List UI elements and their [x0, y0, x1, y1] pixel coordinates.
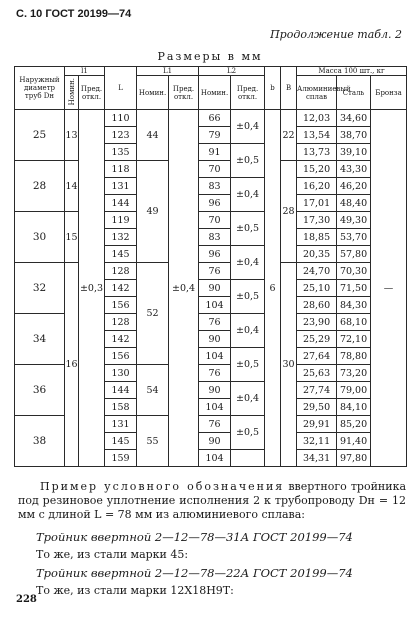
L2-deviation-cell	[231, 450, 265, 467]
L-cell: 118	[105, 161, 137, 178]
diameter-cell: 38	[15, 416, 65, 467]
alum-mass-cell: 18,85	[297, 229, 337, 246]
L1-cell: 55	[137, 416, 169, 467]
page-header: С. 10 ГОСТ 20199—74	[16, 8, 132, 20]
l1-deviation-header: Пред. откл.	[79, 76, 105, 110]
alum-mass-cell: 15,20	[297, 161, 337, 178]
steel-12x18h9t-label: То же, из стали марки 12Х18Н9Т:	[36, 584, 234, 597]
steel-mass-cell: 78,80	[337, 348, 371, 365]
L2-cell: 76	[199, 263, 231, 280]
steel-header: Сталь	[337, 76, 371, 110]
diameter-cell: 34	[15, 314, 65, 365]
alum-mass-cell: 27,64	[297, 348, 337, 365]
L-cell: 145	[105, 246, 137, 263]
alum-mass-cell: 32,11	[297, 433, 337, 450]
example-lead: Пример условного обозначения	[40, 480, 285, 493]
designation-formula-steel45: Тройник ввертной 2—12—78—22А ГОСТ 20199—74	[36, 566, 353, 580]
L2-deviation-cell: ±0,5	[231, 280, 265, 314]
L-cell: 131	[105, 416, 137, 433]
alum-mass-cell: 24,70	[297, 263, 337, 280]
B-cell: 30	[281, 263, 297, 467]
example-paragraph	[18, 480, 406, 522]
B-cell: 22	[281, 110, 297, 161]
steel-mass-cell: 53,70	[337, 229, 371, 246]
L2-cell: 104	[199, 399, 231, 416]
L1-deviation-cell: ±0,4	[169, 110, 199, 467]
L2-deviation-cell: ±0,4	[231, 178, 265, 212]
steel-mass-cell: 43,30	[337, 161, 371, 178]
steel-mass-cell: 48,40	[337, 195, 371, 212]
L1-header: L1	[137, 67, 199, 76]
steel-mass-cell: 97,80	[337, 450, 371, 467]
L2-deviation-header: Пред. откл.	[231, 76, 265, 110]
steel-mass-cell: 49,30	[337, 212, 371, 229]
diameter-cell: 28	[15, 161, 65, 212]
designation-formula-aluminium: Тройник ввертной 2—12—78—31А ГОСТ 20199—74	[36, 530, 353, 544]
steel-mass-cell: 84,30	[337, 297, 371, 314]
alum-header: Алюминиевый сплав	[297, 76, 337, 110]
L-cell: 144	[105, 382, 137, 399]
L2-deviation-cell: ±0,4	[231, 382, 265, 416]
L2-deviation-cell: ±0,4	[231, 314, 265, 348]
L2-cell: 104	[199, 450, 231, 467]
steel-mass-cell: 73,20	[337, 365, 371, 382]
L1-cell: 49	[137, 161, 169, 263]
L2-cell: 90	[199, 433, 231, 450]
L-cell: 156	[105, 297, 137, 314]
L-cell: 159	[105, 450, 137, 467]
alum-mass-cell: 12,03	[297, 110, 337, 127]
L-cell: 123	[105, 127, 137, 144]
L1-cell: 52	[137, 263, 169, 365]
L1-deviation-header: Пред. откл.	[169, 76, 199, 110]
L2-cell: 79	[199, 127, 231, 144]
alum-mass-cell: 13,73	[297, 144, 337, 161]
L-cell: 119	[105, 212, 137, 229]
L2-cell: 104	[199, 348, 231, 365]
L2-cell: 96	[199, 246, 231, 263]
alum-mass-cell: 25,10	[297, 280, 337, 297]
steel-mass-cell: 71,50	[337, 280, 371, 297]
alum-mass-cell: 25,63	[297, 365, 337, 382]
steel-mass-cell: 46,20	[337, 178, 371, 195]
steel-mass-cell: 91,40	[337, 433, 371, 450]
L2-deviation-cell: ±0,5	[231, 348, 265, 382]
L2-cell: 70	[199, 212, 231, 229]
L2-cell: 96	[199, 195, 231, 212]
L-cell: 131	[105, 178, 137, 195]
alum-mass-cell: 23,90	[297, 314, 337, 331]
alum-mass-cell: 34,31	[297, 450, 337, 467]
L2-cell: 90	[199, 280, 231, 297]
dimensions-caption: Размеры в мм	[157, 50, 263, 63]
steel-mass-cell: 70,30	[337, 263, 371, 280]
L2-header: L2	[199, 67, 265, 76]
L2-deviation-cell: ±0,4	[231, 110, 265, 144]
L-cell: 135	[105, 144, 137, 161]
bronze-header: Бронза	[371, 76, 407, 110]
L-cell: 156	[105, 348, 137, 365]
steel-mass-cell: 68,10	[337, 314, 371, 331]
B-header: B	[281, 67, 297, 110]
example-text: ввертного тройника под резиновое уплотнение исполнения 2 к трубопроводу Dн = 12 мм с длиной L = 78 мм из алюминиевого сплава:	[18, 480, 406, 521]
l1-cell: 14	[65, 161, 79, 212]
L2-nominal-header: Номин.	[199, 76, 231, 110]
steel-mass-cell: 85,20	[337, 416, 371, 433]
steel-mass-cell: 84,10	[337, 399, 371, 416]
L2-deviation-cell: ±0,4	[231, 246, 265, 280]
L1-cell: 54	[137, 365, 169, 416]
L-cell: 128	[105, 314, 137, 331]
l1-cell: 16	[65, 263, 79, 467]
alum-mass-cell: 25,29	[297, 331, 337, 348]
L2-deviation-cell: ±0,5	[231, 416, 265, 450]
bronze-mass-cell: —	[371, 110, 407, 467]
steel-mass-cell: 72,10	[337, 331, 371, 348]
dimensions-table	[14, 66, 407, 467]
L2-cell: 83	[199, 229, 231, 246]
alum-mass-cell: 27,74	[297, 382, 337, 399]
alum-mass-cell: 29,91	[297, 416, 337, 433]
L2-cell: 90	[199, 382, 231, 399]
L-cell: 142	[105, 280, 137, 297]
L2-cell: 90	[199, 331, 231, 348]
steel-mass-cell: 79,00	[337, 382, 371, 399]
L2-cell: 91	[199, 144, 231, 161]
steel-mass-cell: 39,10	[337, 144, 371, 161]
l1-cell: 15	[65, 212, 79, 263]
l1-deviation-cell: ±0,3	[79, 110, 105, 467]
L-header: L	[105, 67, 137, 110]
L1-nominal-header: Номин.	[137, 76, 169, 110]
diameter-cell: 25	[15, 110, 65, 161]
b-header: b	[265, 67, 281, 110]
L2-cell: 83	[199, 178, 231, 195]
alum-mass-cell: 17,30	[297, 212, 337, 229]
l1-cell: 13	[65, 110, 79, 161]
L-cell: 128	[105, 263, 137, 280]
L2-cell: 70	[199, 161, 231, 178]
alum-mass-cell: 13,54	[297, 127, 337, 144]
diameter-cell: 32	[15, 263, 65, 314]
B-cell: 28	[281, 161, 297, 263]
alum-mass-cell: 29,50	[297, 399, 337, 416]
L2-cell: 66	[199, 110, 231, 127]
diameter-header: Наружный диаметр труб Dн	[15, 67, 65, 110]
L2-deviation-cell: ±0,5	[231, 144, 265, 178]
alum-mass-cell: 28,60	[297, 297, 337, 314]
steel-45-label: То же, из стали марки 45:	[36, 548, 189, 561]
diameter-cell: 36	[15, 365, 65, 416]
L2-cell: 76	[199, 314, 231, 331]
L2-cell: 104	[199, 297, 231, 314]
L-cell: 132	[105, 229, 137, 246]
L-cell: 158	[105, 399, 137, 416]
L-cell: 142	[105, 331, 137, 348]
l1-nominal-header: Номин.	[65, 76, 79, 110]
L1-cell: 44	[137, 110, 169, 161]
alum-mass-cell: 17,01	[297, 195, 337, 212]
L-cell: 110	[105, 110, 137, 127]
L-cell: 145	[105, 433, 137, 450]
table-continuation-label: Продолжение табл. 2	[270, 28, 402, 41]
steel-mass-cell: 57,80	[337, 246, 371, 263]
L2-cell: 76	[199, 365, 231, 382]
page-number: 228	[16, 594, 37, 605]
L-cell: 144	[105, 195, 137, 212]
steel-mass-cell: 38,70	[337, 127, 371, 144]
diameter-cell: 30	[15, 212, 65, 263]
L2-cell: 76	[199, 416, 231, 433]
L-cell: 130	[105, 365, 137, 382]
steel-mass-cell: 34,60	[337, 110, 371, 127]
b-cell: 6	[265, 110, 281, 467]
L2-deviation-cell: ±0,5	[231, 212, 265, 246]
alum-mass-cell: 16,20	[297, 178, 337, 195]
alum-mass-cell: 20,35	[297, 246, 337, 263]
l1-header: l1	[65, 67, 105, 76]
mass-header: Масса 100 шт., кг	[297, 67, 407, 76]
